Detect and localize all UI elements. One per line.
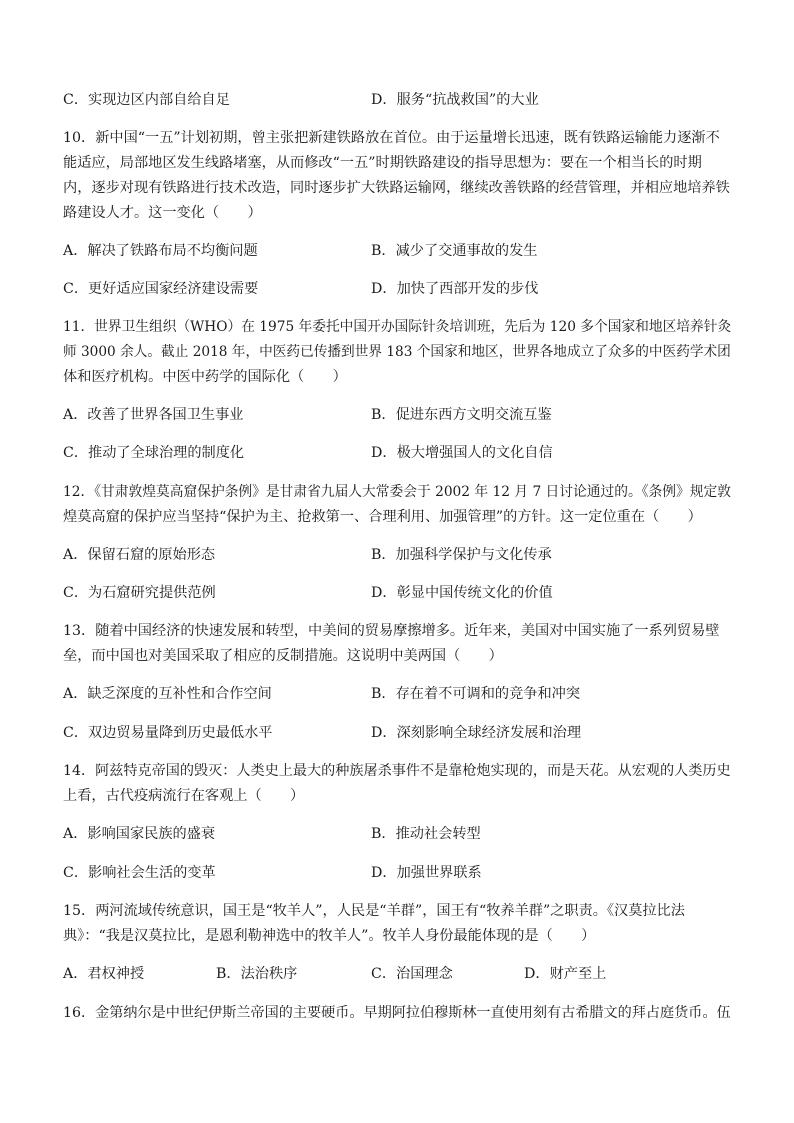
q13-option-a[interactable]: A．缺乏深度的互补性和合作空间: [63, 686, 272, 702]
q11-stem-line: 11．世界卫生组织（WHO）在 1975 年委托中国开办国际针灸培训班，先后为 120 多个国家和地区培养针灸: [63, 319, 732, 335]
q10-stem-line: 能适应，局部地区发生线路堵塞，从而修改“一五”时期铁路建设的指导思想为：要在一个相当长的时期: [63, 155, 702, 171]
q13-stem-line: 垒，而中国也对美国采取了相应的反制措施。这说明中美两国（ ）: [63, 648, 503, 664]
q15-stem-line: 15．两河流域传统意识，国王是“牧羊人”，人民是“羊群”，国王有“牧养羊群”之职责。《汉莫拉比法: [63, 903, 685, 919]
q14-stem-line: 上看，古代疫病流行在客观上（ ）: [63, 788, 305, 804]
q10-stem-line: 10．新中国“一五”计划初期，曾主张把新建铁路放在首位。由于运量增长迅速，既有铁路运输能力逐渐不: [63, 130, 720, 146]
q12-stem-line: 煌莫高窟的保护应当坚持“保护为主、抢救第一、合理利用、加强管理”的方针。这一定位重在（ ）: [63, 509, 702, 525]
q12-option-c[interactable]: C．为石窟研究提供范例: [63, 585, 216, 601]
q13-option-d[interactable]: D．深刻影响全球经济发展和治理: [371, 725, 582, 741]
q10-option-a[interactable]: A．解决了铁路布局不均衡问题: [63, 243, 258, 259]
q12-stem-line: 12．《甘肃敦煌莫高窟保护条例》是甘肃省九届人大常委会于 2002 年 12 月 7 日讨论通过的。《条例》规定敦: [63, 484, 731, 500]
q10-stem-line: 内，逐步对现有铁路进行技术改造，同时逐步扩大铁路运输网，继续改善铁路的经营管理，并相应地培养铁: [63, 180, 730, 196]
q11-option-d[interactable]: D．极大增强国人的文化自信: [371, 445, 553, 461]
q10-option-b[interactable]: B．减少了交通事故的发生: [371, 243, 538, 259]
q9-option-d[interactable]: D．服务“抗战救国”的大业: [371, 92, 539, 108]
q13-option-b[interactable]: B．存在着不可调和的竞争和冲突: [371, 686, 581, 702]
q12-option-b[interactable]: B．加强科学保护与文化传承: [371, 547, 552, 563]
q15-stem-line: 典》：“我是汉莫拉比，是恩利勒神选中的牧羊人”。牧羊人身份最能体现的是（ ）: [63, 928, 596, 944]
q14-stem-line: 14．阿兹特克帝国的毁灭：人类史上最大的种族屠杀事件不是靠枪炮实现的，而是天花。从宏观的人类历史: [63, 763, 731, 779]
q11-stem-line: 体和医疗机构。中医中药学的国际化（ ）: [63, 369, 347, 385]
q13-stem-line: 13．随着中国经济的快速发展和转型，中美间的贸易摩擦增多。近年来，美国对中国实施了一系列贸易壁: [63, 623, 720, 639]
q11-option-c[interactable]: C．推动了全球治理的制度化: [63, 445, 245, 461]
q14-option-c[interactable]: C．影响社会生活的变革: [63, 865, 216, 881]
q14-option-d[interactable]: D．加强世界联系: [371, 865, 482, 881]
q12-option-d[interactable]: D．彰显中国传统文化的价值: [371, 585, 553, 601]
q10-stem-line: 路建设人才。这一变化（ ）: [63, 205, 262, 221]
q15-option-c[interactable]: C．治国理念: [371, 966, 453, 982]
q15-option-a[interactable]: A．君权神授: [63, 966, 145, 982]
q10-option-c[interactable]: C．更好适应国家经济建设需要: [63, 281, 259, 297]
q11-option-a[interactable]: A．改善了世界各国卫生事业: [63, 407, 244, 423]
q11-option-b[interactable]: B．促进东西方文明交流互鉴: [371, 407, 552, 423]
q9-option-c[interactable]: C．实现边区内部自给自足: [63, 92, 230, 108]
q14-option-a[interactable]: A．影响国家民族的盛衰: [63, 826, 216, 842]
q13-option-c[interactable]: C．双边贸易量降到历史最低水平: [63, 725, 273, 741]
q14-option-b[interactable]: B．推动社会转型: [371, 826, 481, 842]
q10-option-d[interactable]: D．加快了西部开发的步伐: [371, 281, 539, 297]
q15-option-d[interactable]: D．财产至上: [524, 966, 607, 982]
q11-stem-line: 师 3000 余人。截止 2018 年，中医药已传播到世界 183 个国家和地区，世界各地成立了众多的中医药学术团: [63, 344, 731, 360]
q15-option-b[interactable]: B．法治秩序: [216, 966, 298, 982]
q16-stem-line: 16．金第纳尔是中世纪伊斯兰帝国的主要硬币。早期阿拉伯穆斯林一直使用刻有古希腊文的拜占庭货币。伍: [63, 1005, 731, 1021]
q12-option-a[interactable]: A．保留石窟的原始形态: [63, 547, 216, 563]
